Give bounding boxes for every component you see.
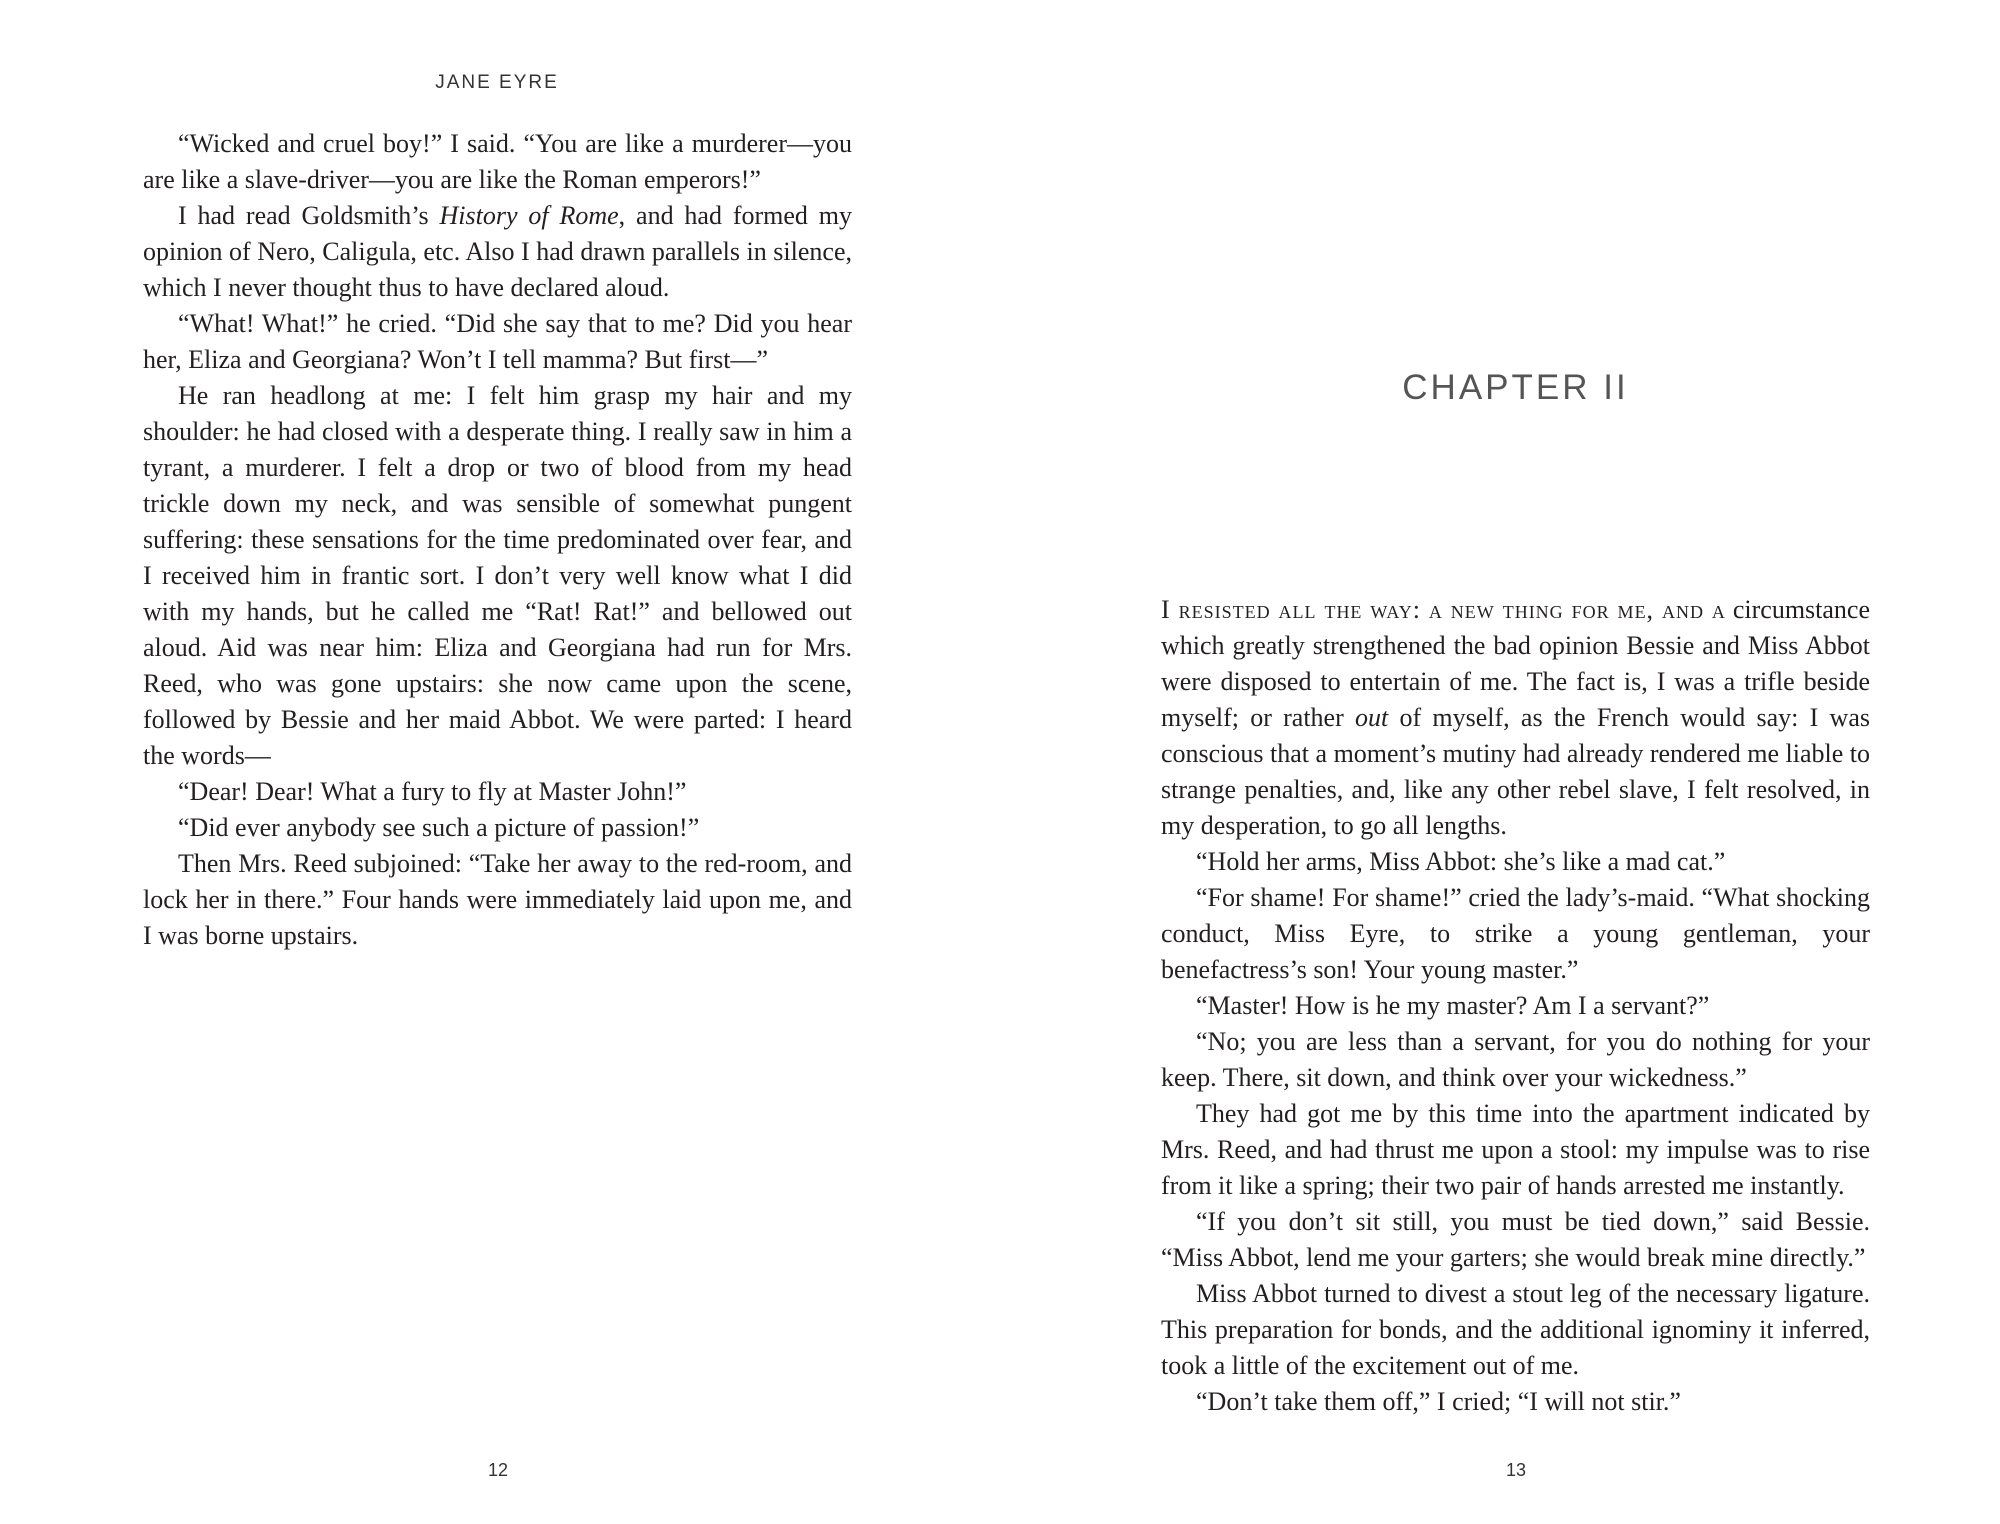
emphasis-italic: out: [1355, 703, 1389, 732]
paragraph-text: circumstance which greatly strengthened the bad opinion Bessie and Miss Abbot were disposed to entertain of me. The fact is, I was a trifle beside myself; or rather: [1161, 595, 1870, 732]
paragraph: “Don’t take them off,” I cried; “I will not stir.”: [1196, 1387, 1681, 1416]
running-head: JANE EYRE: [435, 72, 559, 93]
opening-small-caps: I resisted all the way: a new thing for me, and a: [1161, 595, 1726, 624]
paragraph: “No; you are less than a servant, for you do nothing for your keep. There, sit down, and think over your wickedness.”: [1161, 1027, 1870, 1092]
paragraph-text: I had read Goldsmith’s: [178, 201, 440, 230]
paragraph: “Dear! Dear! What a fury to fly at Master John!”: [178, 777, 687, 806]
paragraph: “If you don’t sit still, you must be tied down,” said Bessie. “Miss Abbot, lend me your garters; she would break mine directly.”: [1161, 1207, 1870, 1272]
paragraph: “What! What!” he cried. “Did she say that to me? Did you hear her, Eliza and Georgiana? Won’t I tell mamma? But first—”: [143, 309, 852, 374]
page-number: 13: [1505, 1460, 1527, 1480]
paragraph-text: , and had formed my opinion of Nero, Caligula, etc. Also I had drawn parallels in silence, which I never thought thus to have declared aloud.: [143, 201, 852, 302]
left-page-text: [143, 126, 852, 954]
book-title-italic: History of Rome: [439, 201, 619, 230]
paragraph: “Master! How is he my master? Am I a servant?”: [1196, 991, 1710, 1020]
right-page-text: [1161, 592, 1870, 1420]
paragraph: [143, 198, 852, 306]
chapter-title: CHAPTER II: [1402, 368, 1629, 407]
paragraph: “Hold her arms, Miss Abbot: she’s like a mad cat.”: [1196, 847, 1726, 876]
paragraph: He ran headlong at me: I felt him grasp my hair and my shoulder: he had closed with a desperate thing. I really saw in him a tyrant, a murderer. I felt a drop or two of blood from my head trickle down my neck, and was sensible of somewhat pungent suffering: these sensations for the time predominated over fear, and I received him in frantic sort. I don’t very well know what I did with my hands, but he called me “Rat! Rat!” and bellowed out aloud. Aid was near him: Eliza and Georgiana had run for Mrs. Reed, who was gone upstairs: she now came upon the scene, followed by Bessie and her maid Abbot. We were parted: I heard the words—: [143, 381, 852, 770]
paragraph: Miss Abbot turned to divest a stout leg of the necessary ligature. This preparation for bonds, and the additional ignominy it inferred, took a little of the excitement out of me.: [1161, 1279, 1870, 1380]
opening-paragraph: [1161, 592, 1870, 844]
paragraph: “Did ever anybody see such a picture of passion!”: [178, 813, 700, 842]
paragraph: “For shame! For shame!” cried the lady’s-maid. “What shocking conduct, Miss Eyre, to strike a young gentleman, your benefactress’s son! Your young master.”: [1161, 883, 1870, 984]
paragraph: They had got me by this time into the apartment indicated by Mrs. Reed, and had thrust me upon a stool: my impulse was to rise from it like a spring; their two pair of hands arrested me instantly.: [1161, 1099, 1870, 1200]
paragraph: Then Mrs. Reed subjoined: “Take her away to the red-room, and lock her in there.” Four hands were immediately laid upon me, and I was borne upstairs.: [143, 849, 852, 950]
paragraph-text: of myself, as the French would say: I was conscious that a moment’s mutiny had already rendered me liable to strange penalties, and, like any other rebel slave, I felt resolved, in my desperation, to go all lengths.: [1161, 703, 1871, 840]
right-page: [1000, 0, 2000, 1524]
paragraph: “Wicked and cruel boy!” I said. “You are like a murderer—you are like a slave-driver—you are like the Roman emperors!”: [143, 129, 852, 194]
page-number: 12: [487, 1460, 509, 1480]
